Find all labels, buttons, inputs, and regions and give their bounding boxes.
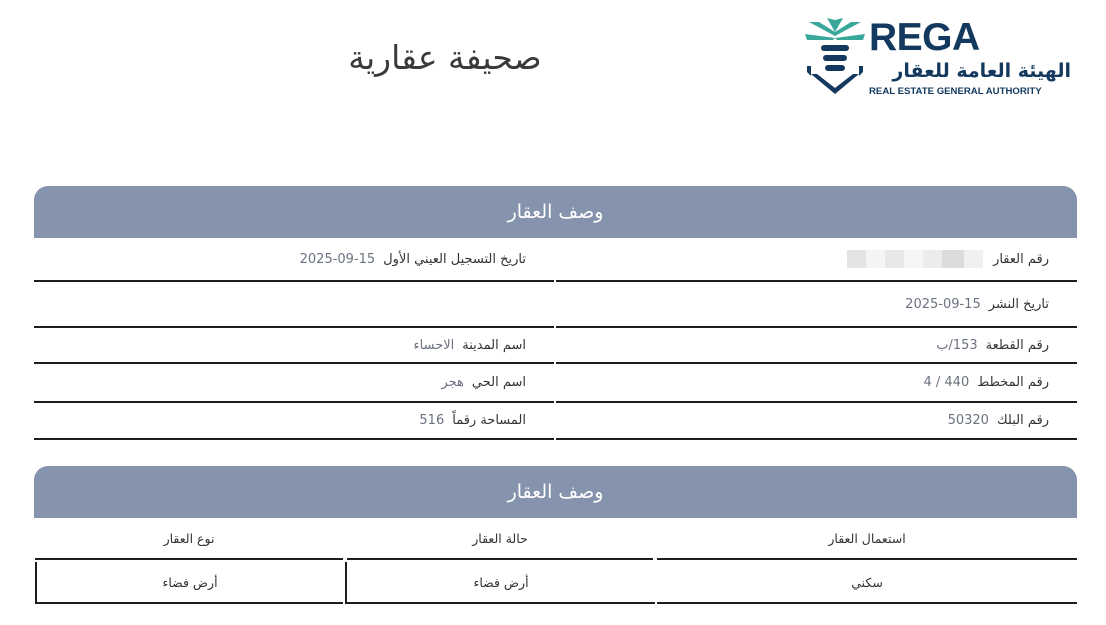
palm-logo-icon xyxy=(805,18,865,98)
property-usage-section xyxy=(34,466,1077,606)
field-label: رقم العقار xyxy=(993,251,1049,267)
section-header: وصف العقار xyxy=(34,466,1077,518)
column-header: حالة العقار xyxy=(347,518,653,560)
rega-logo xyxy=(805,18,1075,100)
table-cell: أرض فضاء xyxy=(35,562,343,604)
field-label: المساحة رقماً xyxy=(452,413,526,428)
field-value: 440 / 4 xyxy=(923,375,970,390)
field-value: هجر xyxy=(441,375,464,390)
block-number-cell xyxy=(556,403,1077,440)
field-value: 50320 xyxy=(947,413,989,428)
table-row xyxy=(34,364,1077,403)
table-cell: أرض فضاء xyxy=(345,562,655,604)
field-label: رقم القطعة xyxy=(985,337,1049,353)
field-label: تاريخ النشر xyxy=(988,296,1049,312)
publish-date-cell xyxy=(556,282,1077,328)
property-description-section xyxy=(34,186,1077,440)
plot-number-cell xyxy=(556,328,1077,364)
table-row xyxy=(34,403,1077,440)
property-usage-table xyxy=(34,518,1077,606)
field-label: تاريخ التسجيل العيني الأول xyxy=(383,251,526,267)
area-number-cell xyxy=(34,403,554,440)
section-header: وصف العقار xyxy=(34,186,1077,238)
field-value: 153/ب xyxy=(936,337,978,353)
empty-cell xyxy=(34,282,554,328)
property-number-cell xyxy=(556,238,1077,282)
table-row xyxy=(34,238,1077,282)
first-registration-date-cell xyxy=(34,238,554,282)
table-row xyxy=(34,282,1077,328)
logo-english-name: REAL ESTATE GENERAL AUTHORITY xyxy=(869,86,1042,97)
city-name-cell xyxy=(34,328,554,364)
column-header: نوع العقار xyxy=(35,518,343,560)
column-header: استعمال العقار xyxy=(657,518,1077,560)
field-label: رقم البلك xyxy=(996,413,1049,428)
field-value: 2025-09-15 xyxy=(905,296,981,312)
scheme-number-cell xyxy=(556,364,1077,403)
field-label: اسم المدينة xyxy=(462,337,526,353)
field-value: 2025-09-15 xyxy=(299,251,376,267)
logo-arabic-name: الهيئة العامة للعقار xyxy=(892,60,1071,82)
logo-acronym: REGA xyxy=(869,16,980,59)
redacted-value xyxy=(847,250,983,268)
table-row xyxy=(34,328,1077,364)
table-cell: سكني xyxy=(657,562,1077,604)
field-label: اسم الحي xyxy=(471,375,526,390)
district-name-cell xyxy=(34,364,554,403)
page-title: صحيفة عقارية xyxy=(348,38,542,77)
field-value: الاحساء xyxy=(413,337,455,353)
field-label: رقم المخطط xyxy=(977,375,1049,390)
field-value: 516 xyxy=(419,413,445,428)
